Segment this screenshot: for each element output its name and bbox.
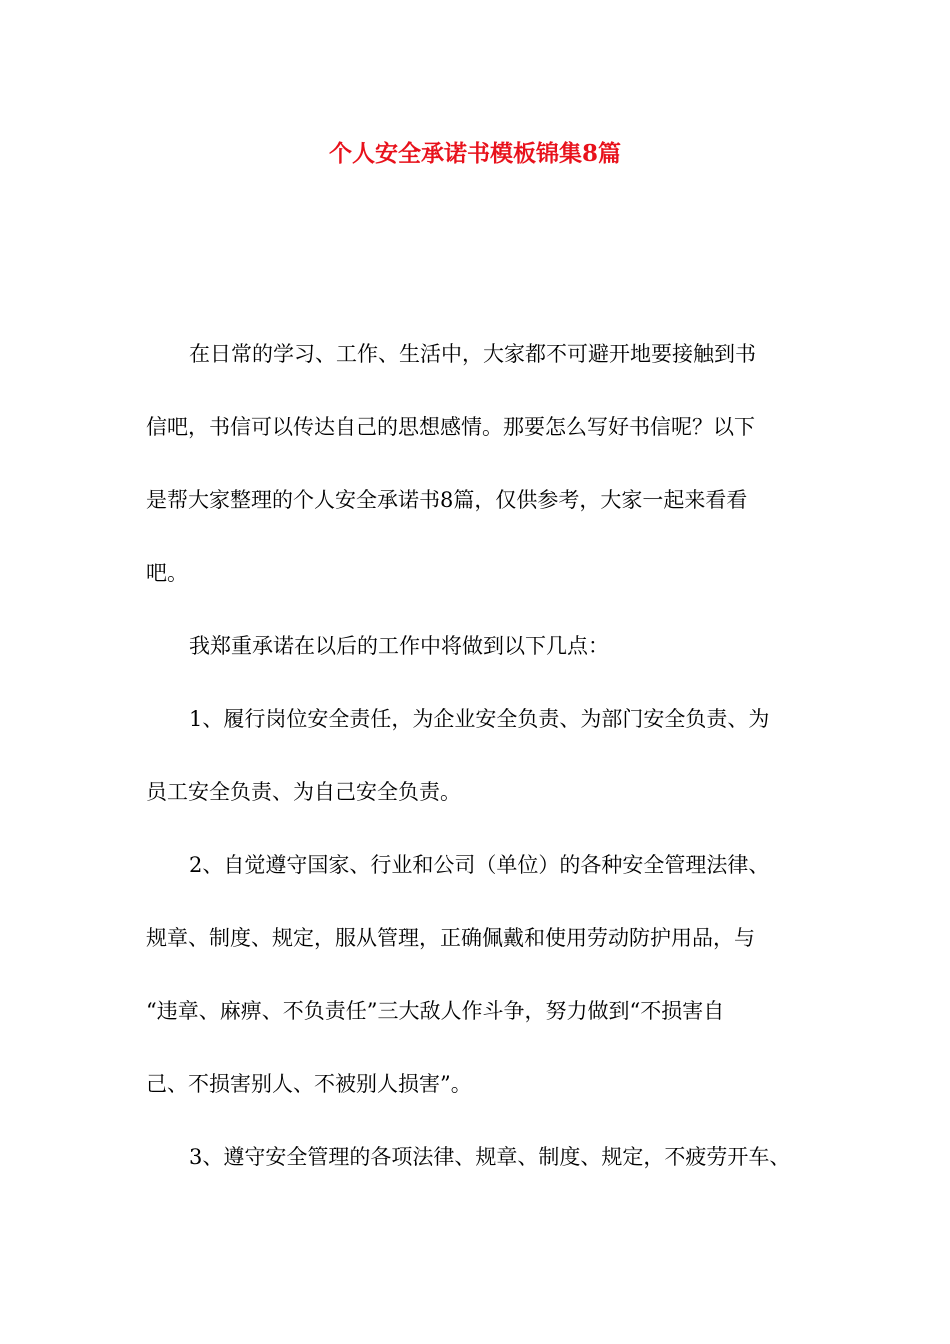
paragraph-line: 吧。 — [146, 561, 188, 585]
paragraph-line: 是帮大家整理的个人安全承诺书8篇，仅供参考，大家一起来看看 — [146, 488, 748, 512]
document-body — [146, 318, 812, 1194]
paragraph-line: 规章、制度、规定，服从管理，正确佩戴和使用劳动防护用品，与 — [146, 926, 755, 950]
paragraph-line: 己、不损害别人、不被别人损害”。 — [146, 1072, 472, 1096]
paragraph-line: 3、遵守安全管理的各项法律、规章、制度、规定，不疲劳开车、 — [189, 1145, 791, 1169]
paragraph-line: 1、履行岗位安全责任，为企业安全负责、为部门安全负责、为 — [189, 707, 770, 731]
paragraph-line: 我郑重承诺在以后的工作中将做到以下几点： — [189, 634, 609, 658]
paragraph-line: “违章、麻痹、不负责任”三大敌人作斗争，努力做到“不损害自 — [146, 999, 725, 1023]
paragraph-line: 2、自觉遵守国家、行业和公司（单位）的各种安全管理法律、 — [189, 853, 770, 877]
paragraph-line: 信吧，书信可以传达自己的思想感情。那要怎么写好书信呢？以下 — [146, 415, 755, 439]
paragraph-line: 在日常的学习、工作、生活中，大家都不可避开地要接触到书 — [189, 342, 756, 366]
document-title: 个人安全承诺书模板锦集8篇 — [328, 140, 621, 167]
paragraph-line: 员工安全负责、为自己安全负责。 — [146, 780, 461, 804]
